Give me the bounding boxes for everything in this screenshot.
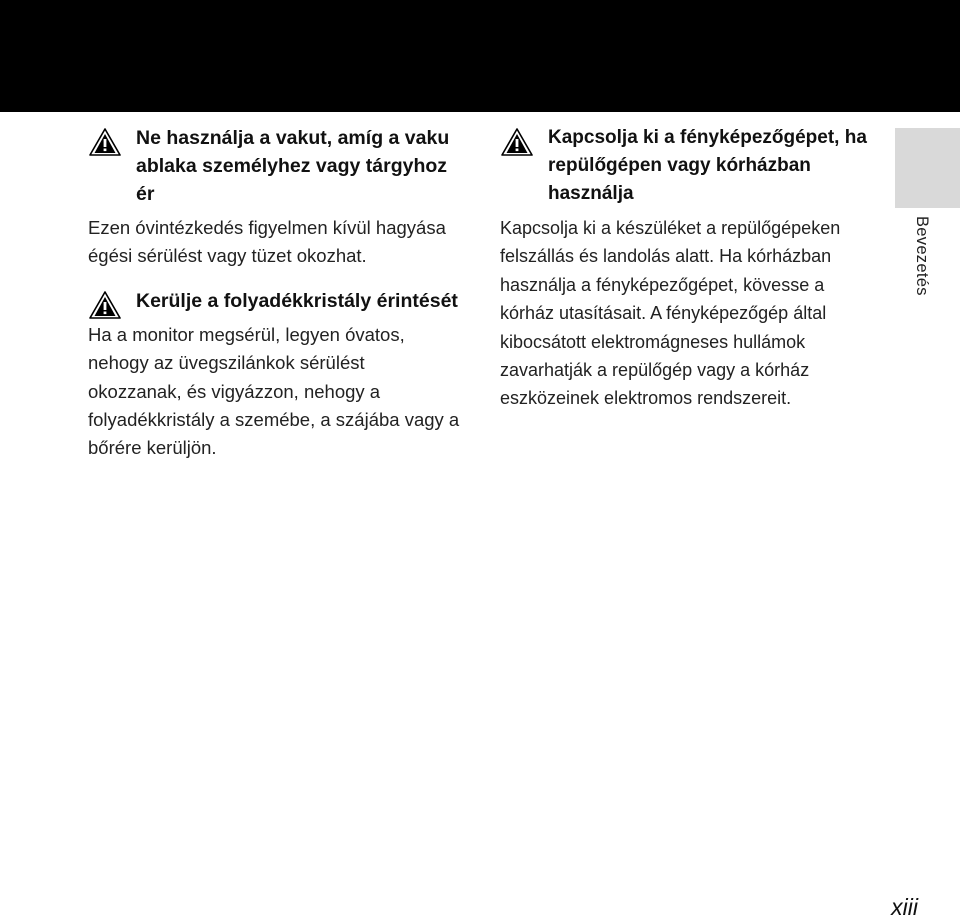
warning-triangle-icon [89,291,121,319]
chapter-side-label: Bevezetés [913,216,931,296]
warning-heading-text: Kerülje a folyadékkristály érintését [136,289,458,312]
warning-body-text: Ezen óvintézkedés figyelmen kívül hagyása égési sérülést vagy tüzet okozhat. [88,217,446,267]
chapter-side-tab [895,128,960,208]
warning-body-text: Ha a monitor megsérül, legyen óvatos, nehogy az üvegszilánkok sérülést okozzanak, és vigyázzon, nehogy a folyadékkristály a szemébe, a szájába vagy a bőrére kerüljön. [88,323,460,459]
page-number: xiii [891,894,918,920]
top-black-band [0,0,960,112]
warning-section-liquid-crystal [88,287,460,463]
warning-heading-text: Ne használja a vakut, amíg a vaku ablaka személyhez vagy tárgyhoz ér [136,127,450,205]
warning-triangle-icon [501,128,533,156]
warning-heading-text: Kapcsolja ki a fényképezőgépet, ha repülőgépen vagy kórházban használja [548,127,867,204]
warning-body-text: Kapcsolja ki a készüléket a repülőgépeken felszállás és landolás alatt. Ha kórházban használja a fényképezőgépet, kövesse a kórház utasításait. A fényképezőgép által kibocsátott elektromágneses hullámok zavarhatják a repülőgép vagy a kórház eszközeinek elektromos rendszereit. [500,218,841,409]
warning-section-flash [88,124,460,271]
warning-heading [500,124,875,208]
warning-triangle-icon [89,128,121,156]
warning-heading [88,287,460,315]
warning-section-aircraft-hospital [500,124,875,413]
right-column [500,124,875,429]
left-column [88,124,460,479]
warning-heading [88,124,460,208]
